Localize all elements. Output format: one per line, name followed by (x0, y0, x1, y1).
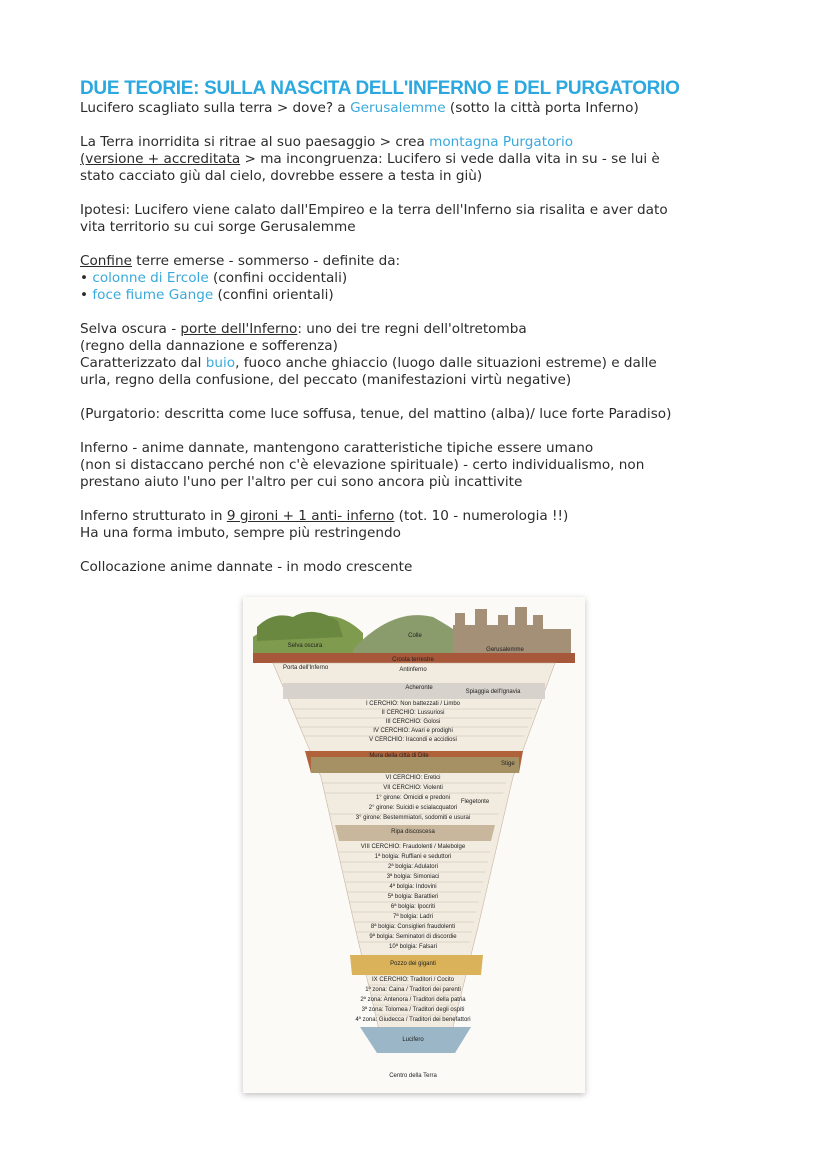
label-row: 4ª bolgia: Indovini (389, 884, 437, 890)
text: (confini orientali) (213, 287, 334, 303)
label-selva-oscura: Selva oscura (287, 643, 323, 649)
highlight-gerusalemme: Gerusalemme (350, 100, 446, 116)
paragraph-purgatorio-line-1 (80, 134, 760, 151)
paragraph-struttura-line-1 (80, 508, 760, 525)
text: > ma incongruenza: Lucifero si vede dalla vita in su - se lui è (240, 151, 660, 167)
paragraph-anime-line-3: prestano aiuto l'uno per l'altro per cui sono ancora più incattivite (80, 474, 523, 490)
label-row: Pozzo dei giganti (390, 961, 436, 967)
label-row: VIII CERCHIO: Fraudolenti / Malebolge (360, 844, 466, 850)
text: (confini occidentali) (208, 270, 348, 286)
inferno-diagram (243, 597, 585, 1093)
paragraph-lucifero (80, 100, 760, 117)
paragraph-collocazione: Collocazione anime dannate - in modo crescente (80, 559, 413, 575)
label-row: 1ª bolgia: Ruffiani e seduttori (374, 854, 452, 860)
label-row: 4ª zona: Giudecca / Traditori dei benefattori (355, 1017, 471, 1023)
text: (tot. 10 - numerologia !!) (394, 508, 569, 524)
label-row: III CERCHIO: Golosi (385, 719, 441, 725)
label-row: Crosta terrestre (392, 657, 434, 663)
paragraph-selva-line-3 (80, 355, 760, 372)
label-row: 3° girone: Bestemmiatori, sodomiti e usurai (355, 815, 471, 821)
label-row: V CERCHIO: Iracondi e accidiosi (369, 737, 457, 743)
label-row: Spiaggia dell'Ignavia (465, 689, 521, 695)
underlined-confine: Confine (80, 253, 132, 269)
label-row: II CERCHIO: Lussuriosi (381, 710, 445, 716)
label-row: 2ª zona: Antenora / Traditori della patria (360, 997, 466, 1003)
label-porta-inferno: Porta dell'Inferno (283, 665, 329, 671)
label-row: IV CERCHIO: Avari e prodighi (373, 728, 453, 734)
label-row: Centro della Terra (389, 1073, 437, 1079)
paragraph-purgatorio-line-2 (80, 151, 760, 168)
label-row: 10ª bolgia: Falsari (389, 944, 437, 950)
underlined-porte-inferno: porte dell'Inferno (180, 321, 298, 337)
label-row: Ripa discoscesa (391, 829, 435, 835)
label-row: IX CERCHIO: Traditori / Cocito (371, 977, 455, 983)
document-page (80, 78, 760, 576)
stige-marsh (311, 757, 519, 773)
underlined-versione: (versione + accreditata (80, 151, 241, 167)
highlight-foce-gange: foce fiume Gange (92, 287, 214, 303)
paragraph-confine (80, 253, 760, 270)
label-colle: Colle (408, 633, 422, 639)
label-row: 1° girone: Omicidi e predoni (375, 795, 451, 801)
list-item (80, 287, 760, 304)
label-row: 5ª bolgia: Barattieri (387, 894, 439, 900)
label-row: 3ª zona: Tolomea / Traditori degli ospiti (361, 1007, 465, 1013)
label-row: 3ª bolgia: Simoniaci (386, 874, 440, 880)
paragraph-struttura-line-2: Ha una forma imbuto, sempre più restringendo (80, 525, 401, 541)
label-row: VI CERCHIO: Eretici (385, 775, 441, 781)
text: : uno dei tre regni dell'oltretomba (297, 321, 527, 337)
text: Lucifero scagliato sulla terra > dove? a (80, 100, 351, 116)
highlight-montagna-purgatorio: montagna Purgatorio (429, 134, 574, 150)
paragraph-anime-line-1: Inferno - anime dannate, mantengono caratteristiche tipiche essere umano (80, 440, 594, 456)
label-row: Stige (501, 761, 515, 767)
label-row: Acheronte (405, 685, 433, 691)
label-row: I CERCHIO: Non battezzati / Limbo (365, 701, 461, 707)
text: , fuoco anche ghiaccio (luogo dalle situazioni estreme) e dalle (235, 355, 657, 371)
label-row: Lucifero (402, 1037, 424, 1043)
label-row: Antinferno (399, 667, 427, 673)
text: terre emerse - sommerso - definite da: (131, 253, 401, 269)
label-gerusalemme: Gerusalemme (486, 647, 524, 653)
label-row: 9ª bolgia: Seminatori di discordie (369, 934, 457, 940)
highlight-colonne-ercole: colonne di Ercole (92, 270, 209, 286)
text: (sotto la città porta Inferno) (445, 100, 639, 116)
text: Caratterizzato dal (80, 355, 206, 371)
text: Selva oscura - (80, 321, 181, 337)
paragraph-ipotesi-line-1: Ipotesi: Lucifero viene calato dall'Empireo e la terra dell'Inferno sia risalita e aver dato (80, 202, 668, 218)
bullet: • (80, 287, 93, 303)
paragraph-purgatorio-line-3: stato cacciato giù dal cielo, dovrebbe essere a testa in giù) (80, 168, 483, 184)
label-row: VII CERCHIO: Violenti (383, 785, 443, 791)
paragraph-selva-line-2: (regno della dannazione e sofferenza) (80, 338, 338, 354)
label-row: Flegetonte (460, 799, 490, 805)
label-row: 7ª bolgia: Ladri (393, 914, 433, 920)
label-row: 2ª bolgia: Adulatori (388, 864, 438, 870)
underlined-gironi: 9 gironi + 1 anti- inferno (226, 508, 395, 524)
page-title: DUE TEORIE: SULLA NASCITA DELL'INFERNO E DEL PURGATORIO (80, 78, 680, 99)
paragraph-anime-line-2: (non si distaccano perché non c'è elevazione spirituale) - certo individualismo, non (80, 457, 645, 473)
label-row: 6ª bolgia: Ipocriti (390, 904, 436, 910)
text: Inferno strutturato in (80, 508, 227, 524)
label-row: Mura della città di Dite (369, 753, 429, 759)
bullet: • (80, 270, 93, 286)
paragraph-selva-line-4: urla, regno della confusione, del peccato (manifestazioni virtù negative) (80, 372, 572, 388)
list-item (80, 270, 760, 287)
highlight-buio: buio (205, 355, 236, 371)
inferno-diagram-svg (243, 597, 585, 1093)
paragraph-purgatorio-note: (Purgatorio: descritta come luce soffusa, tenue, del mattino (alba)/ luce forte Paradiso) (80, 406, 672, 422)
paragraph-selva-line-1 (80, 321, 760, 338)
paragraph-ipotesi-line-2: vita territorio su cui sorge Gerusalemme (80, 219, 356, 235)
label-row: 1ª zona: Caina / Traditori dei parenti (365, 987, 461, 993)
text: La Terra inorridita si ritrae al suo paesaggio > crea (80, 134, 430, 150)
label-row: 8ª bolgia: Consiglieri fraudolenti (370, 924, 456, 930)
label-row: 2° girone: Suicidi e scialacquatori (368, 805, 458, 811)
